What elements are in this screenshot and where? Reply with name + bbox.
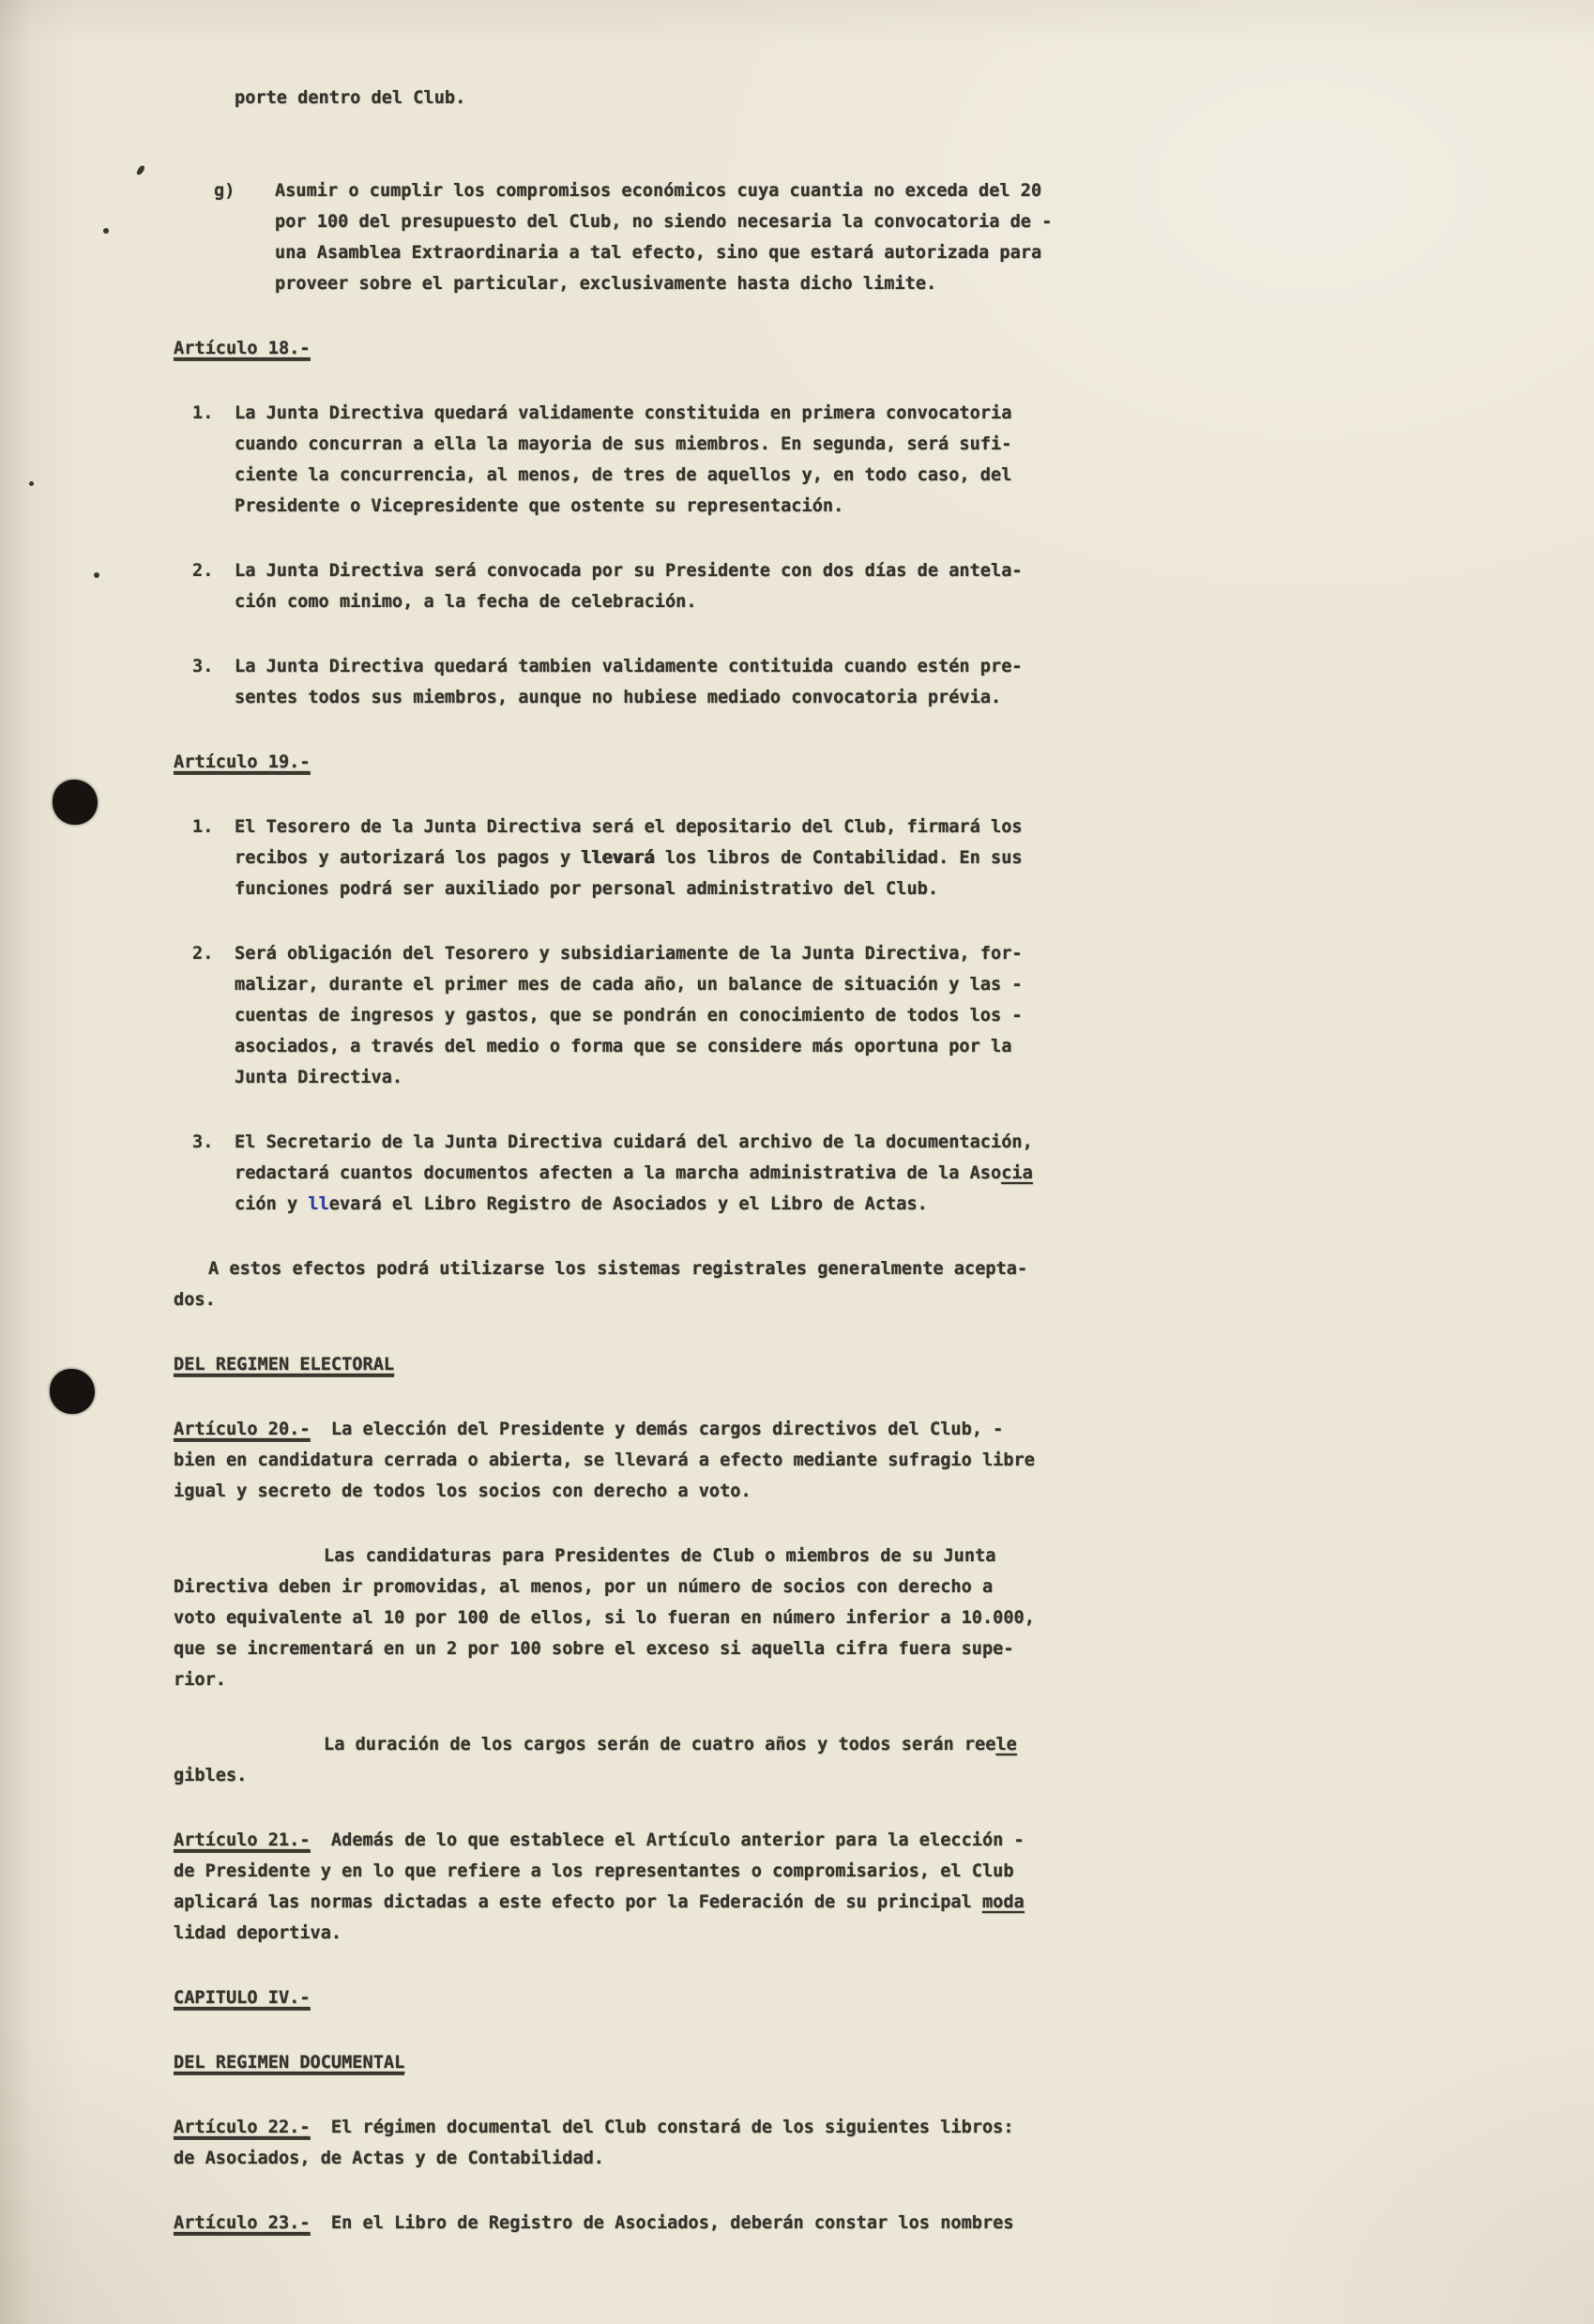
list-marker: 1. xyxy=(192,403,214,423)
hyphenation-underscore: moda xyxy=(981,1892,1025,1912)
articulo-19-label: Artículo 19.- xyxy=(174,752,311,775)
paragraph-text xyxy=(174,1349,1594,1380)
capitulo-iv-heading xyxy=(0,1982,1594,2013)
articulo-20 xyxy=(0,1414,1594,1507)
ink-speck xyxy=(94,572,99,578)
articulo-23 xyxy=(0,2208,1594,2239)
paragraph-text: Asumir o cumplir los compromisos económicos cuya cuantia no exceda del 20 por 100 del presupuesto del Club, no siendo necesaria la convocatoria de - una Asamblea Extraordinaria a tal efecto, sino que estará autorizada para proveer sobre el particular, exclusivamente hasta dicho limite. xyxy=(275,181,1053,294)
paragraph-text: Artículo 20.- La elección del Presidente y demás cargos directivos del Club, - bien en candidatura cerrada o abierta, se llevará a efecto mediante sufragio libre igual y secreto de todos los socios con derecho a voto. xyxy=(174,1420,1035,1501)
articulo-21 xyxy=(0,1825,1594,1949)
capitulo-iv-label: CAPITULO IV.- xyxy=(174,1988,311,2011)
regimen-documental-label: DEL REGIMEN DOCUMENTAL xyxy=(174,2053,404,2075)
hole-punch-mark xyxy=(53,780,98,825)
paragraph-text: La Junta Directiva quedará tambien validamente contituida cuando estén pre- sentes todos sus miembros, aunque no hubiese mediado convocatoria prévia. xyxy=(235,657,1023,707)
articulo-19-item-1 xyxy=(0,812,1594,904)
ink-speck xyxy=(29,481,34,486)
ink-speck xyxy=(103,228,109,234)
paragraph-text: porte dentro del Club. xyxy=(235,88,466,108)
paragraph-text xyxy=(174,1982,1594,2013)
paragraph-text xyxy=(174,333,1594,364)
paragraph-text: Artículo 21.- Además de lo que establece el Artículo anterior para la elección - de Presidente y en lo que refiere a los representantes o compromisarios, el Club aplicará las normas dictadas a este efecto por la Federación de su principal moda lidad deportiva. xyxy=(174,1830,1025,1943)
hyphenation-underscore: le xyxy=(995,1735,1017,1754)
regimen-documental-heading xyxy=(0,2047,1594,2078)
list-marker: 1. xyxy=(192,817,214,837)
articulo-21-label: Artículo 21.- xyxy=(174,1830,311,1853)
articulo-23-label: Artículo 23.- xyxy=(174,2213,311,2236)
list-marker: 2. xyxy=(192,944,214,964)
overstruck-word: llevará xyxy=(581,848,655,868)
paragraph-text: A estos efectos podrá utilizarse los sistemas registrales generalmente acepta- dos. xyxy=(174,1259,1028,1310)
paragraph-text: El Tesorero de la Junta Directiva será el depositario del Club, firmará los recibos y autorizará los pagos y llevará los libros de Contabilidad. En sus funciones podrá ser auxiliado por personal administrativo del Club. xyxy=(235,817,1023,899)
articulo-22 xyxy=(0,2112,1594,2174)
articulo-19-item-3 xyxy=(0,1127,1594,1220)
paragraph-text: La Junta Directiva quedará validamente constituida en primera convocatoria cuando concurran a ella la mayoria de sus miembros. En segunda, será sufi- ciente la concurrencia, al menos, de tres de aquellos y, en todo caso, del Presidente o Vicepresidente que ostente su representación. xyxy=(235,403,1012,516)
paragraph-text: Artículo 22.- El régimen documental del Club constará de los siguientes libros: de Asociados, de Actas y de Contabilidad. xyxy=(174,2118,1014,2168)
articulo-18-heading xyxy=(0,333,1594,364)
paragraph-text: La duración de los cargos serán de cuatro años y todos serán reele gibles. xyxy=(174,1735,1017,1785)
list-marker: 3. xyxy=(192,657,214,676)
articulo-19-heading xyxy=(0,747,1594,778)
candidaturas-paragraph xyxy=(0,1541,1594,1695)
list-marker: 2. xyxy=(192,561,214,581)
list-marker: 3. xyxy=(192,1132,214,1152)
paragraph-text: La Junta Directiva será convocada por su Presidente con dos días de antela- ción como minimo, a la fecha de celebración. xyxy=(235,561,1023,612)
paragraph-text: El Secretario de la Junta Directiva cuidará del archivo de la documentación, redactará cuantos documentos afecten a la marcha administrativa de la Asocia ción y llevará el Libro Registro de Asociados y el Libro de Actas. xyxy=(235,1132,1033,1214)
sistemas-registrales-paragraph xyxy=(0,1253,1594,1315)
item-g xyxy=(0,175,1594,299)
regimen-electoral-label: DEL REGIMEN ELECTORAL xyxy=(174,1355,394,1377)
hyphenation-underscore: cia xyxy=(1001,1163,1033,1183)
articulo-18-item-3 xyxy=(0,651,1594,713)
articulo-19-item-2 xyxy=(0,938,1594,1093)
duracion-cargos-paragraph xyxy=(0,1729,1594,1791)
list-marker: g) xyxy=(214,181,235,201)
paragraph-text xyxy=(174,747,1594,778)
articulo-18-item-2 xyxy=(0,555,1594,617)
document-body xyxy=(0,83,1594,2239)
paragraph-text: Artículo 23.- En el Libro de Registro de Asociados, deberán constar los nombres xyxy=(174,2208,1594,2239)
articulo-18-item-1 xyxy=(0,398,1594,522)
handwritten-ll-correction: ll xyxy=(308,1194,329,1214)
paragraph-text xyxy=(174,2047,1594,2078)
articulo-18-label: Artículo 18.- xyxy=(174,339,311,361)
paragraph-text: Será obligación del Tesorero y subsidiariamente de la Junta Directiva, for- malizar, durante el primer mes de cada año, un balance de situación y las - cuentas de ingresos y gastos, que se pondrán en conocimiento de todos los - asociados, a través del medio o forma que se considere más oportuna por la Junta Directiva. xyxy=(235,944,1023,1087)
articulo-20-label: Artículo 20.- xyxy=(174,1420,311,1442)
paragraph-text: Las candidaturas para Presidentes de Club o miembros de su Junta Directiva deben ir promovidas, al menos, por un número de socios con derecho a voto equivalente al 10 por 100 de ellos, si lo fueran en número inferior a 10.000, que se incrementará en un 2 por 100 sobre el exceso si aquella cifra fuera supe- rior. xyxy=(174,1546,1035,1690)
hole-punch-mark xyxy=(50,1369,95,1414)
continuation-line xyxy=(0,83,1594,114)
regimen-electoral-heading xyxy=(0,1349,1594,1380)
articulo-22-label: Artículo 22.- xyxy=(174,2118,311,2140)
